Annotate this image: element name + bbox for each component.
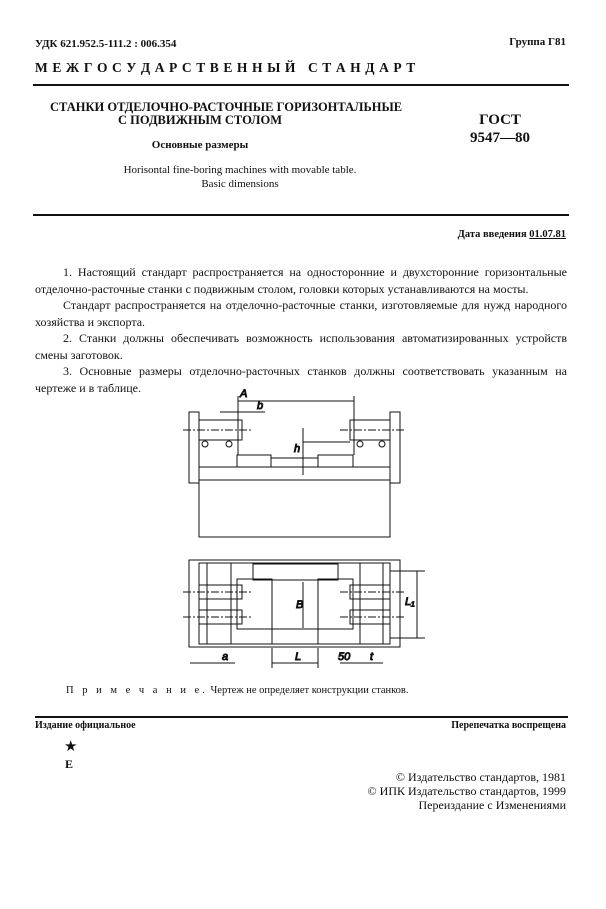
dim-L1: L₁ bbox=[405, 596, 415, 608]
title-line-2: С ПОДВИЖНЫМ СТОЛОМ bbox=[117, 113, 283, 127]
note-label: П р и м е ч а н и е. bbox=[66, 685, 208, 696]
title-line-1: СТАНКИ ОТДЕЛОЧНО-РАСТОЧНЫЕ ГОРИЗОНТАЛЬНЫЕ bbox=[50, 100, 403, 114]
english-title-2: Basic dimensions bbox=[201, 178, 279, 190]
dim-L: L bbox=[295, 651, 302, 663]
subtitle: Основные размеры bbox=[151, 139, 249, 151]
paragraph-2: 2. Станки должны обеспечивать возможность использования автоматизированных устройств смены заготовок. bbox=[35, 331, 567, 362]
side-view bbox=[183, 396, 405, 537]
gost-number: 9547—80 bbox=[470, 130, 530, 146]
note-text: Чертеж не определяет конструкции станков. bbox=[210, 685, 409, 696]
intro-date-label: Дата введения bbox=[457, 229, 527, 240]
dim-h: h bbox=[294, 443, 301, 455]
paragraph-1: 1. Настоящий стандарт распространяется на односторонние и двухсторонние горизонтальные отделочно-расточные станки с подвижным столом, головки которых устанавливаются на мосты. bbox=[35, 265, 567, 296]
reissue-note: Переиздание с Изменениями bbox=[418, 798, 566, 812]
dim-a: a bbox=[222, 651, 229, 663]
reprint-prohibited: Перепечатка воспрещена bbox=[451, 720, 566, 731]
intro-date-value: 01.07.81 bbox=[529, 229, 566, 240]
copyright-1999: © ИПК Издательство стандартов, 1999 bbox=[367, 784, 566, 798]
standard-type-heading: М Е Ж Г О С У Д А Р С Т В Е Н Н Ы Й С Т А Н Д А Р Т bbox=[35, 60, 416, 75]
dim-A: A bbox=[240, 388, 248, 400]
paragraph-3: 3. Основные размеры отделочно-расточных станков должны соответствовать указанным на чертеже и в таблице. bbox=[35, 364, 567, 395]
note bbox=[66, 685, 409, 696]
official-edition: Издание официальное bbox=[35, 720, 136, 731]
plan-view bbox=[183, 560, 425, 668]
copyright-1981: © Издательство стандартов, 1981 bbox=[395, 770, 566, 784]
paragraph-1b: Стандарт распространяется на отделочно-расточные станки, изготовляемые для нужд народного хозяйства и экспорта. bbox=[35, 298, 567, 329]
star-icon: ★ bbox=[64, 739, 78, 755]
edition-letter: E bbox=[65, 757, 74, 771]
gost-label: ГОСТ bbox=[479, 112, 521, 128]
dim-50: 50 bbox=[338, 651, 351, 663]
english-title-1: Horisontal fine-boring machines with movable table. bbox=[123, 164, 357, 176]
dim-t: t bbox=[370, 651, 374, 663]
footer-rule bbox=[35, 716, 568, 718]
dim-b: b bbox=[257, 400, 264, 412]
dim-B: B bbox=[296, 599, 304, 611]
udk-code: УДК 621.952.5-111.2 : 006.354 bbox=[35, 38, 177, 50]
group-code: Группа Г81 bbox=[509, 36, 566, 48]
